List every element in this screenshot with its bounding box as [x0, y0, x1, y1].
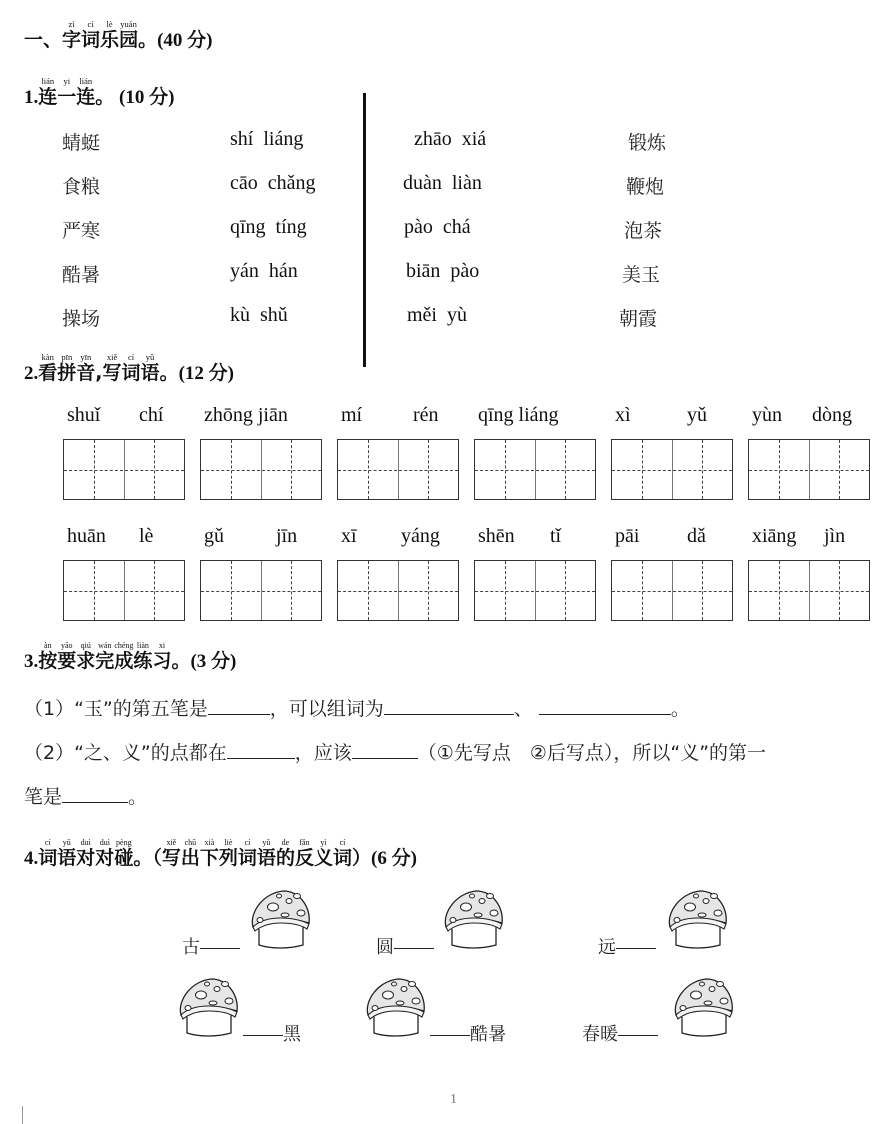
hanzi-char: 词	[332, 847, 352, 869]
pinyin-annotation: pīn	[57, 352, 77, 362]
q1-number: 1.	[24, 87, 39, 108]
ruby-char	[114, 838, 134, 869]
antonym-word	[243, 1020, 301, 1046]
antonym-word	[598, 933, 656, 959]
page-number: 1	[450, 1092, 457, 1107]
pinyin-annotation: yǔ	[140, 352, 160, 362]
match-item-pinyin[interactable]: shí liáng	[230, 128, 304, 150]
antonym-word-text: 圆	[376, 937, 394, 958]
pinyin-annotation: yǔ	[256, 838, 276, 847]
ruby-char	[121, 352, 141, 384]
pinyin-annotation: lián	[38, 76, 58, 86]
hanzi-char: 语	[256, 847, 276, 869]
pinyin-prompt: zhōng jiān	[204, 404, 288, 426]
hanzi-char: 写	[161, 847, 181, 869]
pinyin-annotation: yuán	[119, 19, 139, 29]
ruby-char	[218, 838, 238, 869]
antonym-word	[376, 933, 434, 959]
pinyin-annotation: xi	[152, 641, 172, 650]
grid-guide-line	[612, 591, 732, 592]
pinyin-annotation: xiě	[161, 838, 181, 847]
pinyin-annotation: yì	[313, 838, 333, 847]
ruby-char	[102, 352, 122, 384]
pinyin-prompt: pāi	[615, 525, 640, 547]
q3-number: 3.	[24, 651, 39, 672]
mushroom-answer-box[interactable]	[668, 975, 738, 1039]
match-item-pinyin[interactable]: měi yù	[407, 304, 467, 326]
pinyin-annotation: cí	[237, 838, 257, 847]
ruby-char	[76, 352, 96, 384]
antonym-word-text: 黑	[283, 1024, 301, 1045]
grid-guide-line	[338, 591, 458, 592]
connector-line	[430, 1035, 470, 1036]
mushroom-answer-box[interactable]	[173, 975, 243, 1039]
ruby-char	[140, 352, 160, 384]
hanzi-char: 语	[140, 362, 160, 384]
ruby-char	[119, 19, 139, 51]
pinyin-annotation: fǎn	[294, 838, 314, 847]
hanzi-char: 词	[81, 29, 101, 51]
pinyin-annotation: liàn	[133, 641, 153, 650]
hanzi-char: 列	[218, 847, 238, 869]
hanzi-char: 拼	[57, 362, 77, 384]
ruby-char	[332, 838, 352, 869]
pinyin-prompt: xì	[615, 404, 631, 426]
pinyin-prompt: huān	[67, 525, 106, 547]
grid-guide-line	[612, 470, 732, 471]
q3-item1-text-a: （1）“玉”的第五笔是	[24, 698, 208, 720]
hanzi-char: 词	[121, 362, 141, 384]
hanzi-char: 出	[180, 847, 200, 869]
pinyin-prompt: yáng	[401, 525, 440, 547]
hanzi-char: 练	[133, 650, 153, 672]
answer-blank[interactable]	[384, 695, 514, 715]
match-item-hanzi[interactable]: 严寒	[62, 220, 101, 242]
antonym-word-text: 古	[182, 937, 200, 958]
match-item-hanzi[interactable]: 酷暑	[62, 264, 101, 286]
hanzi-char: 字	[62, 29, 82, 51]
hanzi-char: 要	[57, 650, 77, 672]
pinyin-prompt: yǔ	[687, 404, 707, 426]
pinyin-prompt: chí	[139, 404, 164, 426]
hanzi-char: 连	[38, 86, 58, 108]
q3-score: 。(3 分)	[171, 651, 237, 672]
ruby-char	[38, 838, 58, 869]
grid-guide-line	[201, 470, 321, 471]
answer-blank[interactable]	[539, 695, 671, 715]
grid-guide-line	[749, 470, 869, 471]
match-item-pinyin[interactable]: cāo chǎng	[230, 172, 316, 194]
antonym-word-text: 酷暑	[470, 1024, 506, 1045]
pinyin-prompt: mí	[341, 404, 363, 426]
hanzi-char: 词	[38, 847, 58, 869]
match-item-hanzi[interactable]: 操场	[62, 308, 101, 330]
q1-title	[38, 76, 96, 108]
hanzi-char: 习	[152, 650, 172, 672]
answer-blank[interactable]	[227, 739, 295, 759]
answer-blank[interactable]	[352, 739, 418, 759]
q3-title	[38, 641, 172, 672]
hanzi-char: 完	[95, 650, 115, 672]
mushroom-answer-box[interactable]	[360, 975, 430, 1039]
connector-line	[394, 948, 434, 949]
ruby-char	[76, 76, 96, 108]
pinyin-annotation: kàn	[38, 352, 58, 362]
q3-item2-text-e: 。	[128, 786, 148, 808]
hanzi-char: 成	[114, 650, 134, 672]
hanzi-char: 求	[76, 650, 96, 672]
pinyin-annotation: de	[275, 838, 295, 847]
hanzi-char: ,	[95, 362, 103, 384]
writing-grid[interactable]	[748, 560, 870, 621]
pinyin-annotation: duì	[76, 838, 96, 847]
pinyin-prompt: shēn	[478, 525, 515, 547]
pinyin-annotation: yǔ	[57, 838, 77, 847]
mushroom-answer-box[interactable]	[245, 887, 315, 951]
section-prefix: 一、	[24, 29, 63, 51]
pinyin-annotation: lián	[76, 76, 96, 86]
section-heading	[24, 20, 212, 52]
mushroom-answer-box[interactable]	[662, 887, 732, 951]
pinyin-prompt: xiāng	[752, 525, 797, 547]
pinyin-prompt: tǐ	[550, 525, 562, 547]
writing-grid[interactable]	[748, 439, 870, 500]
ruby-char	[294, 838, 314, 869]
grid-guide-line	[64, 591, 184, 592]
hanzi-char: 的	[275, 847, 295, 869]
grid-guide-line	[475, 470, 595, 471]
pinyin-annotation: cí	[332, 838, 352, 847]
pinyin-prompt: jìn	[824, 525, 846, 547]
ruby-char	[95, 641, 115, 672]
pinyin-annotation: cí	[38, 838, 58, 847]
writing-grid[interactable]	[474, 439, 596, 500]
ruby-char	[199, 838, 219, 869]
ruby-char	[114, 641, 134, 672]
writing-grid[interactable]	[474, 560, 596, 621]
ruby-char	[161, 838, 181, 869]
column-divider	[363, 93, 366, 367]
q3-item2-text-a: （2）“之、义”的点都在	[24, 742, 227, 764]
match-item-pinyin[interactable]: duàn liàn	[403, 172, 482, 194]
text-cursor	[22, 1106, 23, 1124]
pinyin-annotation: àn	[38, 641, 58, 650]
ruby-char	[313, 838, 333, 869]
pinyin-prompt: rén	[413, 404, 439, 426]
q3-item2-text-b: ，应该	[294, 742, 352, 764]
q4-heading	[24, 838, 417, 870]
q3-item1-text-c: 、	[513, 698, 533, 720]
hanzi-char: 对	[95, 847, 115, 869]
answer-blank[interactable]	[62, 783, 128, 803]
ruby-char	[237, 838, 257, 869]
pinyin-prompt: shuǐ	[67, 404, 101, 426]
pinyin-annotation: yāo	[57, 641, 77, 650]
grid-guide-line	[201, 591, 321, 592]
pinyin-annotation: chū	[180, 838, 200, 847]
hanzi-char: 看	[38, 362, 58, 384]
match-item-hanzi[interactable]: 美玉	[622, 264, 661, 286]
match-item-hanzi[interactable]: 蜻蜓	[62, 132, 101, 154]
writing-grid[interactable]	[337, 560, 459, 621]
q4-score: ）(6 分)	[352, 848, 417, 869]
q3-item1-text-b: ，可以组词为	[269, 698, 384, 720]
ruby-char	[133, 641, 153, 672]
pinyin-prompt: jīn	[276, 525, 298, 547]
hanzi-char: 按	[38, 650, 58, 672]
hanzi-char: 写	[102, 362, 122, 384]
ruby-char	[38, 76, 58, 108]
match-item-pinyin[interactable]: zhāo xiá	[414, 128, 487, 150]
pinyin-prompt: gǔ	[204, 525, 224, 547]
pinyin-prompt: lè	[139, 525, 154, 547]
ruby-char	[275, 838, 295, 869]
hanzi-char: 。（	[133, 847, 162, 869]
ruby-char	[62, 19, 82, 51]
grid-guide-line	[475, 591, 595, 592]
pinyin-prompt: dǎ	[687, 525, 706, 547]
match-item-pinyin[interactable]: yán hán	[230, 260, 298, 282]
q2-score: 。(12 分)	[159, 363, 234, 384]
q3-item2-text-d: 笔是	[24, 786, 63, 808]
q3-item-2-cont	[24, 782, 147, 809]
q3-item2-text-c: （①先写点 ②后写点），所以“义”的第一	[417, 742, 767, 764]
antonym-word	[582, 1020, 658, 1046]
writing-grid[interactable]	[200, 439, 322, 500]
q1-score: 。 (10 分)	[95, 87, 175, 108]
ruby-char	[38, 352, 58, 384]
pinyin-prompt: yùn	[752, 404, 782, 426]
match-item-hanzi[interactable]: 食粮	[62, 176, 101, 198]
match-item-hanzi[interactable]: 泡茶	[624, 220, 663, 242]
hanzi-char: 连	[76, 86, 96, 108]
ruby-char	[57, 352, 77, 384]
antonym-word-text: 远	[598, 937, 616, 958]
writing-grid[interactable]	[200, 560, 322, 621]
antonym-word-text: 春暖	[582, 1024, 618, 1045]
ruby-char	[100, 19, 120, 51]
ruby-char	[57, 76, 77, 108]
pinyin-prompt: dòng	[812, 404, 852, 426]
ruby-char	[57, 641, 77, 672]
writing-grid[interactable]	[611, 439, 733, 500]
pinyin-prompt: qīng liáng	[478, 404, 559, 426]
match-item-pinyin[interactable]: pào chá	[404, 216, 471, 238]
hanzi-char: 下	[199, 847, 219, 869]
ruby-char	[76, 838, 96, 869]
hanzi-char: 词	[237, 847, 257, 869]
answer-blank[interactable]	[208, 695, 270, 715]
pinyin-prompt: xī	[341, 525, 357, 547]
connector-line	[243, 1035, 283, 1036]
match-item-hanzi[interactable]: 鞭炮	[626, 176, 665, 198]
antonym-word	[430, 1020, 506, 1046]
pinyin-annotation: lè	[100, 19, 120, 29]
q1-heading	[24, 77, 174, 109]
hanzi-char: 园	[119, 29, 139, 51]
ruby-char	[152, 641, 172, 672]
ruby-char	[256, 838, 276, 869]
hanzi-char: 语	[57, 847, 77, 869]
pinyin-annotation: pèng	[114, 838, 134, 847]
hanzi-char: 对	[76, 847, 96, 869]
q4-number: 4.	[24, 848, 39, 869]
hanzi-char: 反	[294, 847, 314, 869]
pinyin-annotation: xiě	[102, 352, 122, 362]
section-score: 。(40 分)	[138, 30, 213, 51]
q3-heading	[24, 641, 236, 673]
ruby-char	[95, 362, 102, 384]
pinyin-annotation: yīn	[76, 352, 96, 362]
pinyin-annotation: wán	[95, 641, 115, 650]
pinyin-annotation: zì	[62, 19, 82, 29]
mushroom-answer-box[interactable]	[438, 887, 508, 951]
pinyin-annotation: qiú	[76, 641, 96, 650]
q2-number: 2.	[24, 363, 39, 384]
match-item-hanzi[interactable]: 朝霞	[619, 308, 658, 330]
match-item-pinyin[interactable]: biān pào	[406, 260, 480, 282]
q2-title	[38, 352, 160, 384]
pinyin-annotation: chéng	[114, 641, 134, 650]
writing-grid[interactable]	[63, 439, 185, 500]
q3-item-2	[24, 738, 766, 765]
match-item-pinyin[interactable]: kù shǔ	[230, 304, 288, 326]
pinyin-annotation: cí	[121, 352, 141, 362]
pinyin-annotation: duì	[95, 838, 115, 847]
grid-guide-line	[338, 470, 458, 471]
pinyin-annotation: cí	[81, 19, 101, 29]
section-title	[62, 19, 139, 51]
grid-guide-line	[749, 591, 869, 592]
q2-heading	[24, 353, 234, 385]
grid-guide-line	[64, 470, 184, 471]
ruby-char	[38, 641, 58, 672]
ruby-char	[76, 641, 96, 672]
pinyin-annotation: liè	[218, 838, 238, 847]
q4-title	[38, 838, 352, 869]
antonym-word	[182, 933, 240, 959]
ruby-char	[133, 847, 162, 869]
connector-line	[618, 1035, 658, 1036]
pinyin-annotation: yi	[57, 76, 77, 86]
ruby-char	[57, 838, 77, 869]
writing-grid[interactable]	[337, 439, 459, 500]
connector-line	[200, 948, 240, 949]
match-item-pinyin[interactable]: qīng tíng	[230, 216, 307, 238]
q3-item-1	[24, 694, 690, 721]
hanzi-char: 音	[76, 362, 96, 384]
hanzi-char: 乐	[100, 29, 120, 51]
hanzi-char: 义	[313, 847, 333, 869]
q3-item1-text-d: 。	[670, 698, 690, 720]
writing-grid[interactable]	[611, 560, 733, 621]
ruby-char	[180, 838, 200, 869]
hanzi-char: 碰	[114, 847, 134, 869]
hanzi-char: 一	[57, 86, 77, 108]
connector-line	[616, 948, 656, 949]
ruby-char	[81, 19, 101, 51]
writing-grid[interactable]	[63, 560, 185, 621]
pinyin-annotation: xià	[199, 838, 219, 847]
ruby-char	[95, 838, 115, 869]
match-item-hanzi[interactable]: 锻炼	[628, 132, 667, 154]
